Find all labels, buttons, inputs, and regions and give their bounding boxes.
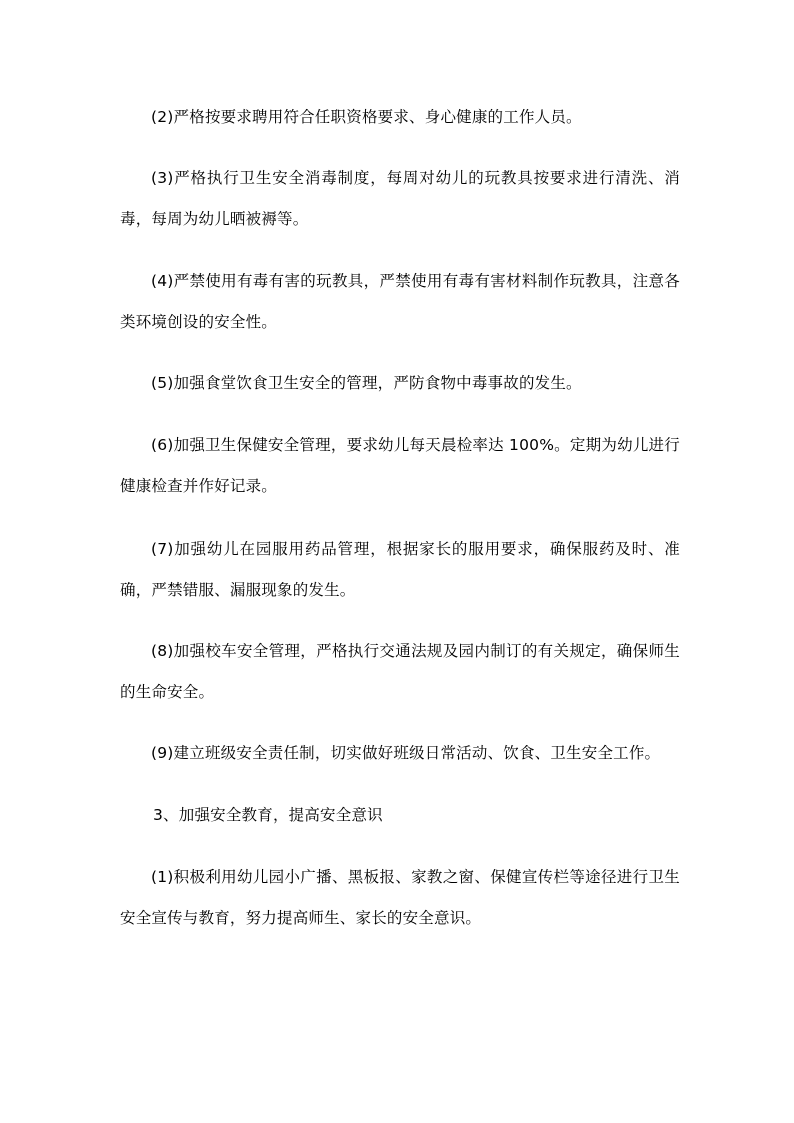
paragraph-item-9: (9)建立班级安全责任制，切实做好班级日常活动、饮食、卫生安全工作。 bbox=[151, 744, 661, 762]
paragraph-item-5: (5)加强食堂饮食卫生安全的管理，严防食物中毒事故的发生。 bbox=[151, 374, 582, 392]
paragraph-item-3: (3)严格执行卫生安全消毒制度，每周对幼儿的玩教具按要求进行清洗、消毒，每周为幼儿晒被褥等。 bbox=[120, 169, 680, 228]
paragraph-item-6: (6)加强卫生保健安全管理，要求幼儿每天晨检率达 100%。定期为幼儿进行健康检查并作好记录。 bbox=[120, 436, 680, 495]
paragraph-item-2: (2)严格按要求聘用符合任职资格要求、身心健康的工作人员。 bbox=[151, 108, 582, 126]
paragraph-item-7: (7)加强幼儿在园服用药品管理，根据家长的服用要求，确保服药及时、准确，严禁错服、漏服现象的发生。 bbox=[120, 540, 680, 599]
paragraph-item-8: (8)加强校车安全管理，严格执行交通法规及园内制订的有关规定，确保师生的生命安全。 bbox=[120, 642, 680, 701]
paragraph-item-1: (1)积极利用幼儿园小广播、黑板报、家教之窗、保健宣传栏等途径进行卫生安全宣传与教育，努力提高师生、家长的安全意识。 bbox=[120, 868, 680, 927]
section-heading-3: 3、加强安全教育，提高安全意识 bbox=[153, 806, 383, 824]
paragraph-item-4: (4)严禁使用有毒有害的玩教具，严禁使用有毒有害材料制作玩教具，注意各类环境创设的安全性。 bbox=[120, 272, 680, 331]
